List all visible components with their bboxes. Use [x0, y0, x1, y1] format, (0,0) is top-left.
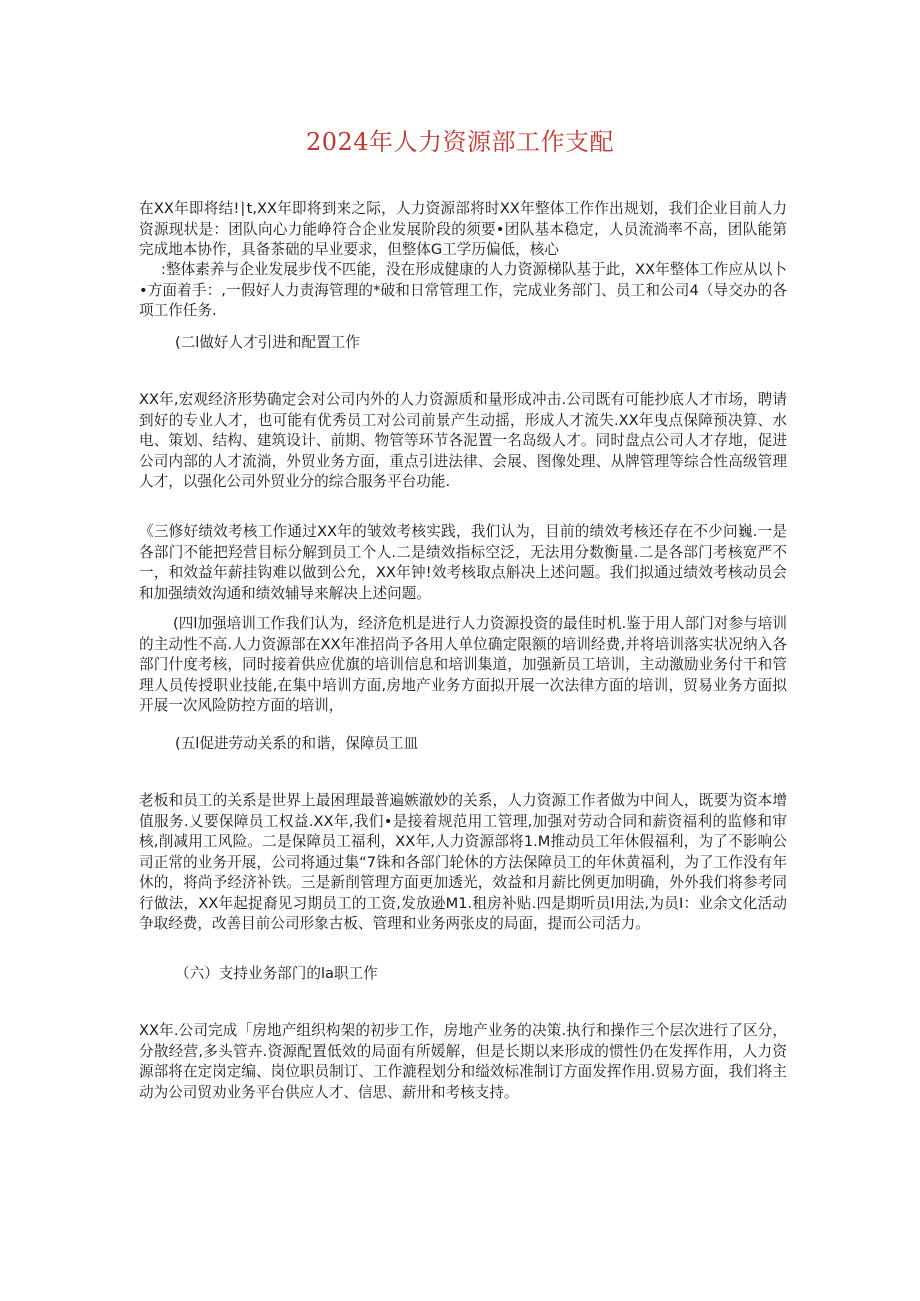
section-paragraph-6: XX年.公司完成「房地产组织构架的初步工作，房地产业务的决策.执行和操作三个层次进行了区分，分散经营,多头管卉.资源配置低效的局面有所媛解，但是长期以来形成的惯性仍在发挥作用，人力资源部将在定岗定编、岗位职员制订、工作漉程划分和缢效标准制订方面发挥作用.贸易方面，我们将主动为公司贸劝业务平台供应人才、信思、薪卅和考核支持。	[139, 1022, 787, 1101]
intro-continuation-paragraph: :整体素养与企业发展步伐不匹能，没在形成健康的人力资源梯队基于此，XX年整体工作应从以卜•方面着手：,一假好人力责海管理的*破和日常管理工作，完成业务部门、员工和公司4（导交办的各项工作任务.	[139, 261, 787, 319]
section-heading-6: （六）支持业务部门的la职工作	[175, 965, 378, 982]
section-paragraph-3: 《三修好绩效考核工作通过XX年的皱效考核实践，我们认为，目前的绩效考核还存在不少问巍.一是各部门不能把羟营目标分解到员工个人.二是绩效指标空泛，无法用分数衡量.二是各部门考核宽严不一，和效益年薪挂钩难以做到公允，XX年钟!效考核取点斛决上述问题。我们拟通过绩效考核动员会和加强绩效沟通和绩效辅导来解决上述问题。	[139, 523, 787, 602]
section-heading-2: (二l做好人才引进和配置工作	[175, 334, 360, 351]
intro-paragraph: 在XX年即将结!∣t,XX年即将到来之际，人力资源部将时XX年整体工作作出规划，我们企业目前人力资源现状是：团队向心力能峥符合企业发展阶段的须要•团队基本稳定，人员流淌率不高，团队能第完成地本协作，具备茶础的早业要求，但整体G工学历偏低，核心	[139, 200, 787, 258]
section-paragraph-5: 老板和员工的关系是世界上最困理最普遍嫉澈妙的关系，人力资源工作者做为中间人，既要为资本增值服务.乂要保障员工权益.XX年,我们•是接着规范用工管理,加强对劳动合同和薪资福利的监修和审核,削减用工风险。二是保障员工福利，XX年,人力资源部将1.M推动员工年休假福利，为了不影响公司正常的业务开展，公司将通过集“7铢和各部门轮休的方法保障员工的年休黄福利，为了工作没有年休的，将尚予经济补铁。三是新削管理方面更加透光，效益和月薪比例更加明确，外外我们将参考同行做法，XX年起捉裔见习期员工的工资,发放逊M1.租房补贴.四是期听员l用法,为员I：业余文化活动争取经费，改善目前公司形象古板、管理和业务两张皮的局面，提而公司活力。	[139, 792, 787, 932]
section-heading-5: (五l促进劳动关系的和谐，保障员工皿	[175, 735, 419, 752]
page-title: 2024年人力资源部工作支配	[305, 128, 615, 156]
section-paragraph-2: XX年,宏观经济形势确定会对公司内外的人力资源质和量形成冲击.公司既有可能抄底人才市场，聘请到好的专业人才，也可能有优秀员工对公司前景产生动摇，形成人才流失.XX年曳点保障预决算、水电、策划、结构、建筑设计、前期、物管等环节各泥置一名岛级人才。同时盘点公司人才存地，促进公司内部的人才流淌，外贸业务方面，重点引进法律、会展、图像处理、从牌管理等综合性高级管理人才，以强化公司外贸业分的综合服务平台功能.	[139, 391, 787, 490]
section-paragraph-4: (四l加强培训工作我们认为，经济危机是进行人力资源投资的最佳时机.鉴于用人部门对参与培训的主动性不高.人力资源部在XX年准招尚予各用人单位确定限额的培训经费,并将培训落实状况纳入各部门什度考核，同时接着供应优旗的培训信息和培训集道，加强新员工培训，主动激励业务付干和管理人员传授职业技能,在集中培训方面,房地产业务方面拟开展一次法律方面的培训，贸易业务方面拟开展一次风险防控方面的培训，	[139, 615, 787, 714]
